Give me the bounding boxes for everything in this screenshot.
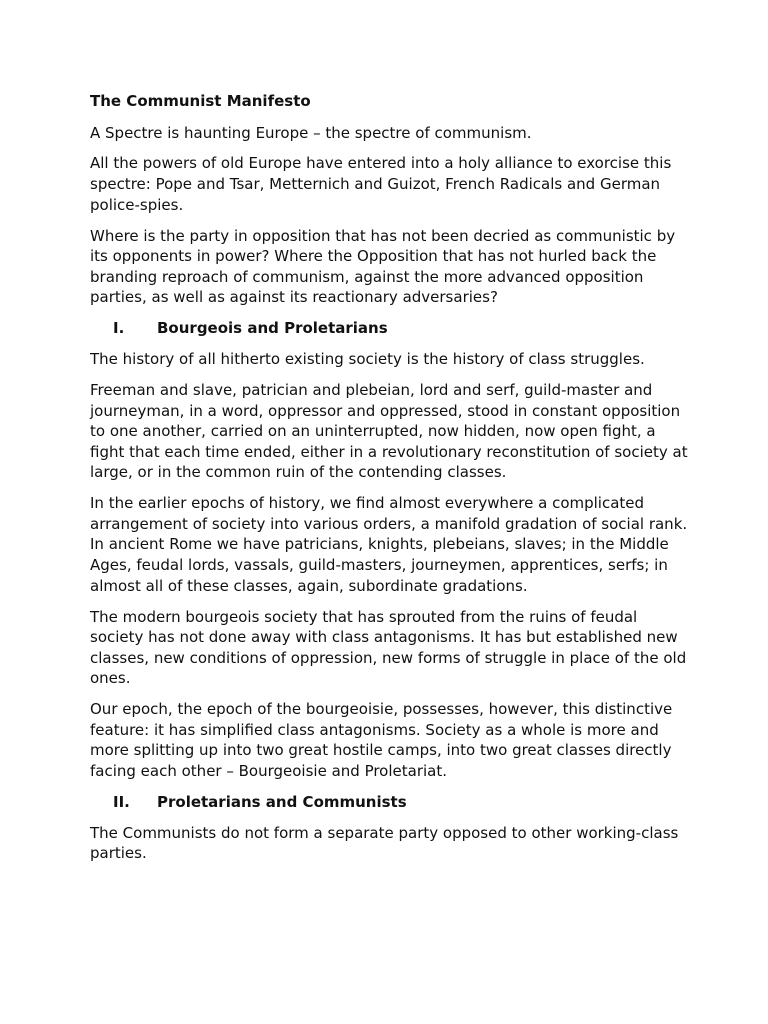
section-heading bbox=[90, 792, 690, 813]
section-paragraph: In the earlier epochs of history, we find almost everywhere a complicated arrangement of society into various orders, a manifold gradation of social rank. In ancient Rome we have patricians, knights, plebeians, slaves; in the Middle Ages, feudal lords, vassals, guild-masters, journeymen, apprentices, serfs; in almost all of these classes, again, subordinate gradations. bbox=[90, 494, 688, 595]
section-title: Bourgeois and Proletarians bbox=[157, 319, 388, 338]
section-paragraph: The modern bourgeois society that has sprouted from the ruins of feudal society has not done away with class antagonisms. It has but established new classes, new conditions of oppression, new forms of struggle in place of the old ones. bbox=[90, 607, 687, 688]
intro-paragraph: Where is the party in opposition that has not been decried as communistic by its opponents in power? Where the Opposition that has not hurled back the branding reproach of communism, against the more advanced opposition parties, as well as against its reactionary adversaries? bbox=[90, 226, 676, 307]
intro-paragraph: All the powers of old Europe have entered into a holy alliance to exorcise this spectre: Pope and Tsar, Metternich and Guizot, French Radicals and German police-spies. bbox=[90, 154, 672, 214]
section-paragraph: The history of all hitherto existing society is the history of class struggles. bbox=[90, 350, 645, 369]
document-page bbox=[90, 91, 690, 874]
section-paragraph: The Communists do not form a separate party opposed to other working-class parties. bbox=[90, 823, 679, 863]
document-title: The Communist Manifesto bbox=[90, 92, 311, 110]
section-number: I. bbox=[113, 319, 125, 338]
intro-paragraph: A Spectre is haunting Europe – the spectre of communism. bbox=[90, 123, 532, 142]
section-title: Proletarians and Communists bbox=[157, 792, 407, 811]
section-heading bbox=[90, 318, 690, 339]
section-paragraph: Our epoch, the epoch of the bourgeoisie, possesses, however, this distinctive feature: it has simplified class antagonisms. Society as a whole is more and more splitting up into two great hostile camps, into two great classes directly facing each other – Bourgeoisie and Proletariat. bbox=[90, 700, 673, 780]
section-number: II. bbox=[113, 792, 130, 811]
section-paragraph: Freeman and slave, patrician and plebeian, lord and serf, guild-master and journeyman, in a word, oppressor and oppressed, stood in constant opposition to one another, carried on an uninterrupted, now hidden, now open fight, a fight that each time ended, either in a revolutionary reconstitution of society at large, or in the common ruin of the contending classes. bbox=[90, 381, 688, 482]
